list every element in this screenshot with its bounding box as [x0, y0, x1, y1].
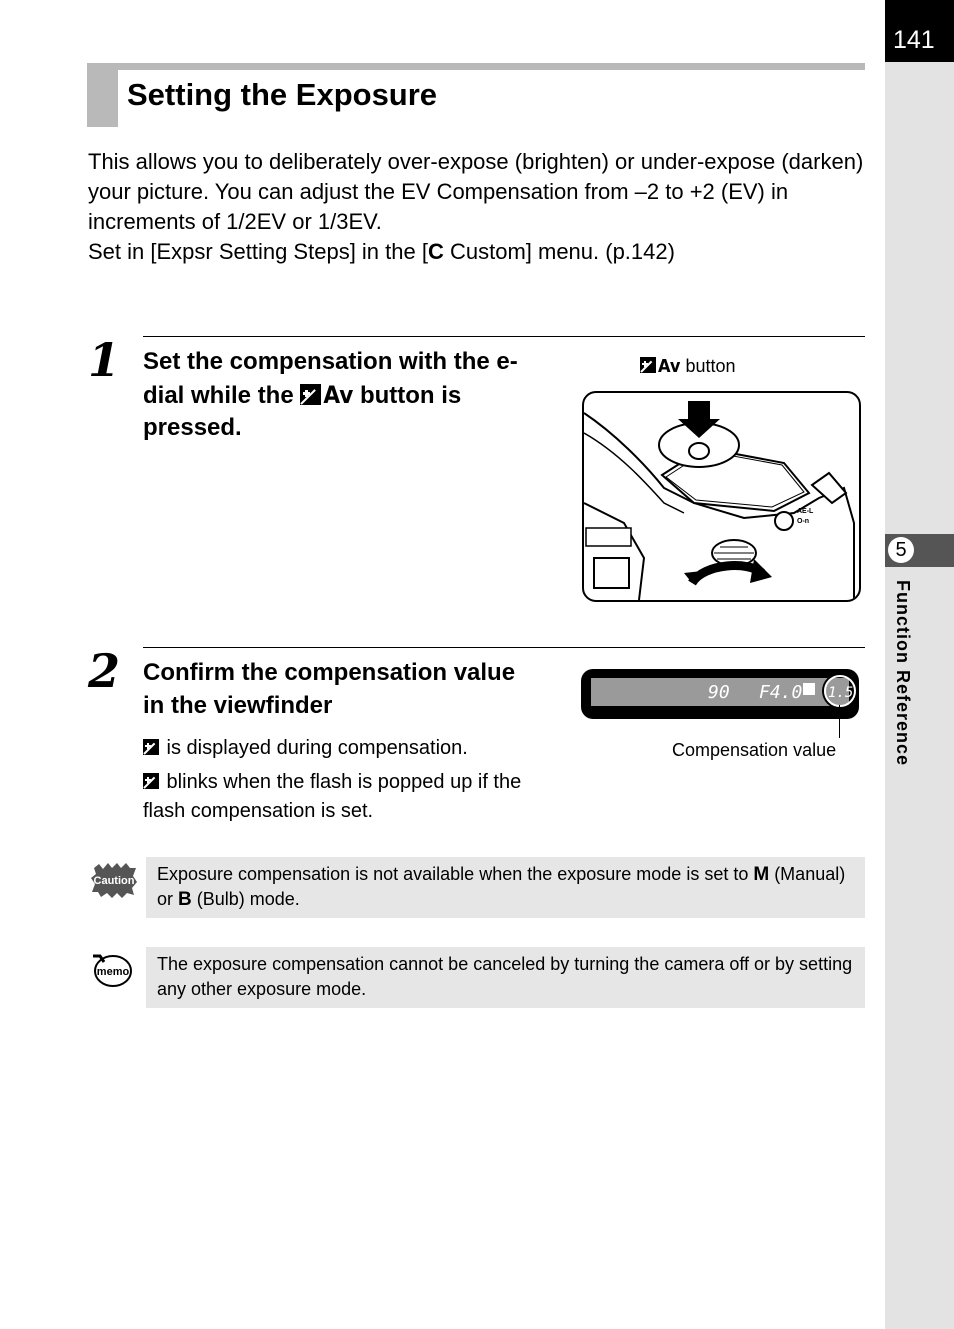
svg-text:O-n: O-n: [797, 518, 810, 525]
step-1-rule: [143, 336, 865, 337]
ev-compensation-icon: [143, 773, 159, 789]
step-2-body: [143, 734, 543, 831]
viewfinder-display: [581, 669, 859, 719]
step-2-note-text: is displayed during compensation.: [161, 737, 468, 759]
step-2-number: 2: [88, 644, 121, 698]
intro-text: [88, 147, 868, 267]
camera-illustration: [582, 391, 861, 602]
caution-note: [146, 857, 865, 918]
ev-compensation-icon: [143, 739, 159, 755]
button-callout: [640, 356, 736, 377]
caution-text: (Manual) or: [157, 864, 846, 909]
svg-text:AE-L: AE-L: [797, 508, 814, 515]
step-2-note-2: [143, 768, 543, 826]
title-bar: [87, 63, 865, 70]
viewfinder-aperture: F4.0: [759, 682, 803, 703]
step-1-number: 1: [88, 333, 121, 387]
step-1-heading-text: button is pressed.: [143, 381, 462, 441]
caution-icon-text: Caution: [93, 875, 135, 887]
custom-menu-icon: C: [427, 239, 444, 264]
camera-top-drawing: [584, 393, 859, 600]
manual-mode-icon: M: [753, 864, 770, 885]
viewfinder-ev-icon: [803, 683, 815, 695]
memo-note: The exposure compensation cannot be canceled by turning the camera off or by setting any other exposure mode.: [146, 947, 865, 1008]
av-label: Av: [658, 356, 681, 377]
viewfinder-comp-value: 1.5: [828, 685, 854, 701]
chapter-label: Function Reference: [893, 580, 913, 767]
intro-paragraph: This allows you to deliberately over-expose (brighten) or under-expose (darken) your picture. You can adjust the EV Compensation from –2 to +2 (EV) in increments of 1/2EV or 1/3EV.: [88, 149, 864, 234]
ev-compensation-icon: [640, 357, 656, 373]
memo-icon-text: memo: [96, 966, 130, 978]
page-number-box: [885, 0, 954, 62]
intro-line-part: Set in [Expsr Setting Steps] in the [: [88, 239, 428, 264]
caution-text: (Bulb) mode.: [191, 889, 300, 909]
step-2-note-1: [143, 734, 543, 763]
step-2-note-text: blinks when the flash is popped up if the flash compensation is set.: [143, 771, 522, 822]
intro-line-part: Custom] menu. (p.142): [443, 239, 675, 264]
callout-leader-line: [839, 705, 840, 738]
step-1-heading-text: Set the compensation with the e-dial while the: [143, 348, 518, 409]
button-callout-text: button: [680, 356, 736, 376]
intro-custom-line: [88, 237, 868, 267]
compensation-value-label: Compensation value: [672, 740, 837, 760]
memo-icon: [90, 950, 134, 990]
ev-compensation-icon: [300, 384, 321, 405]
caution-text: Exposure compensation is not available when the exposure mode is set to: [157, 864, 754, 884]
viewfinder-shutter: 90: [708, 682, 730, 703]
step-1-heading: [143, 346, 543, 445]
bulb-mode-icon: B: [178, 889, 192, 910]
page-title: Setting the Exposure: [127, 77, 438, 112]
chapter-number: 5: [888, 537, 914, 563]
caution-icon: [90, 860, 138, 900]
title-block: [87, 63, 118, 127]
step-2-heading: Confirm the compensation value in the viewfinder: [143, 659, 516, 719]
av-label: Av: [323, 380, 354, 409]
page-number: 141: [893, 26, 935, 54]
step-2-rule: [143, 647, 865, 648]
